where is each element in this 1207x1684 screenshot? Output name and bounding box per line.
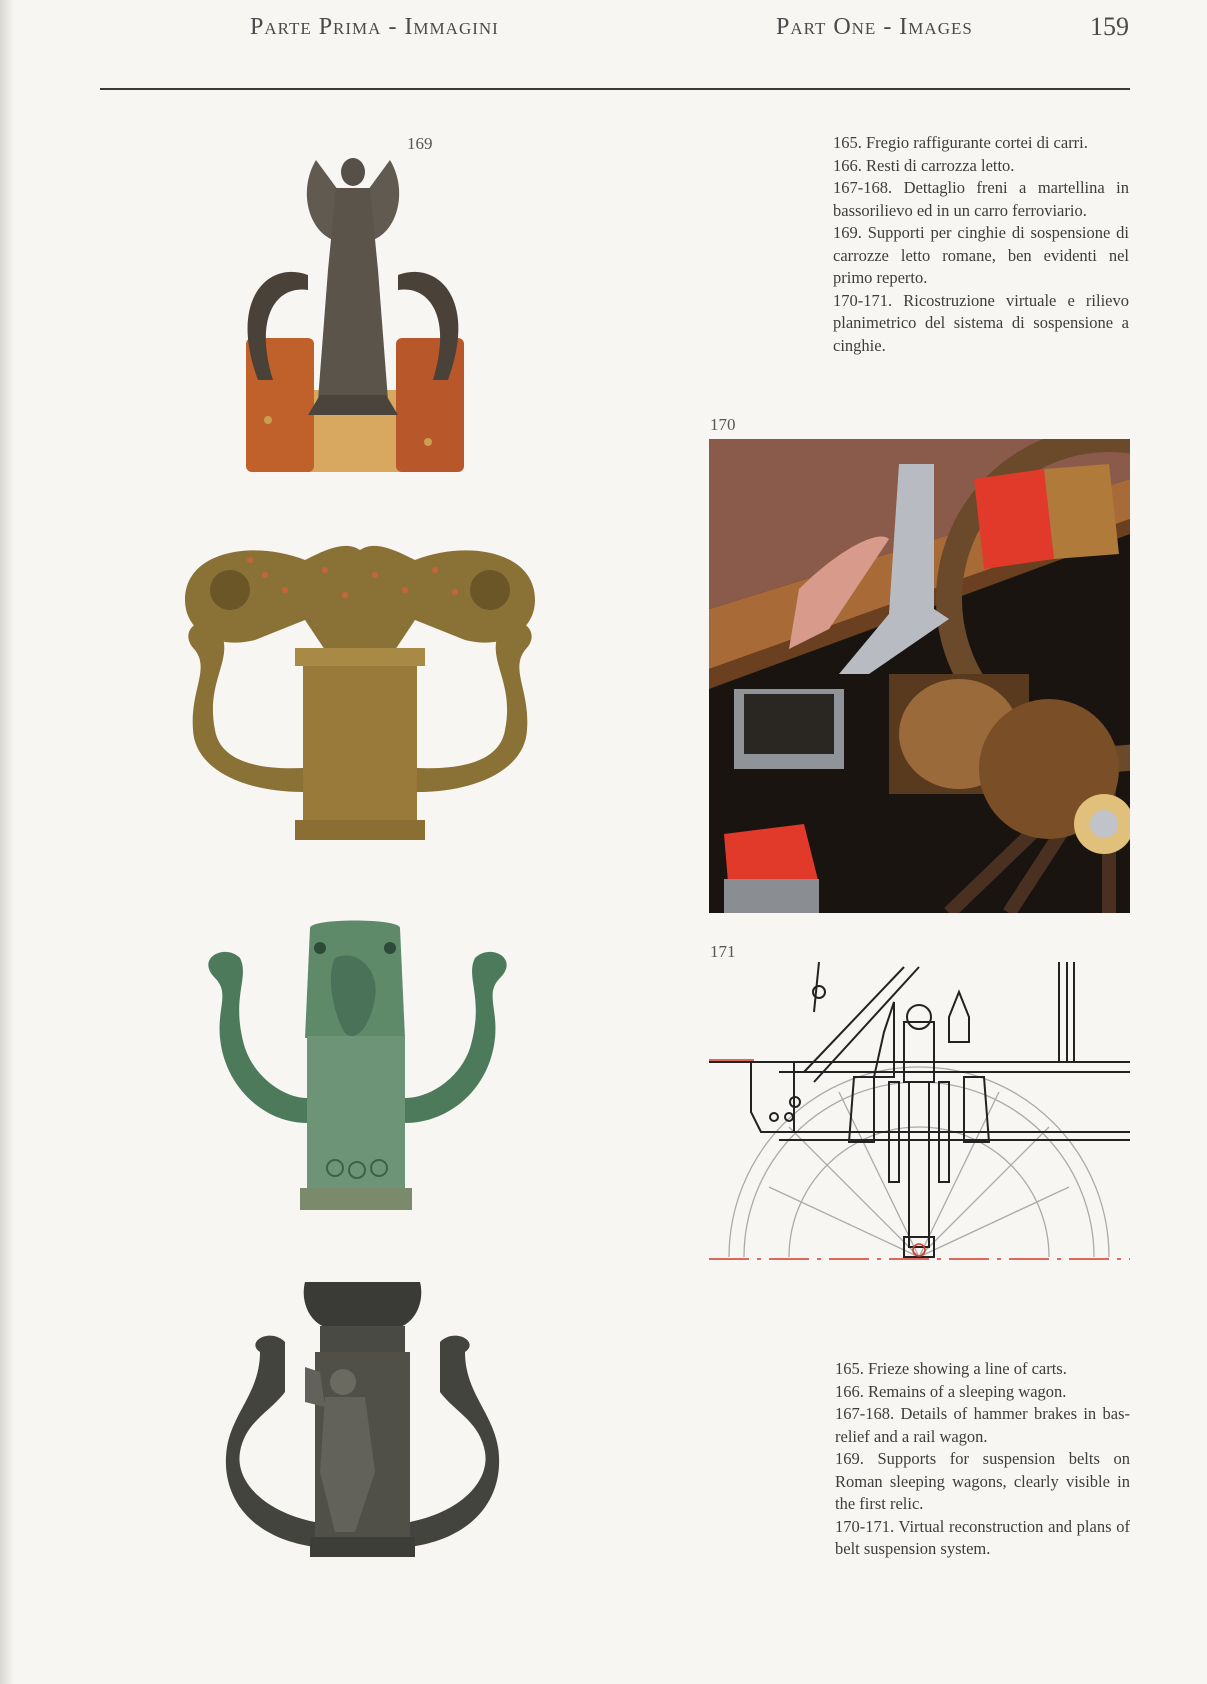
caption-en-165: 165. Frieze showing a line of carts.: [835, 1359, 1067, 1378]
caption-it-166: 166. Resti di carrozza letto.: [833, 155, 1015, 175]
running-head-right: Part One - Images: [776, 14, 973, 40]
photo-hercules-support: [225, 1282, 500, 1557]
caption-it-169: 169. Supporti per cinghie di sospensione di carrozze letto romane, ben evidenti nel primo reperto.: [833, 223, 1129, 287]
drawing-planimetric-survey: [709, 962, 1130, 1262]
caption-en-167-168: 167-168. Details of hammer brakes in bas-relief and a rail wagon.: [835, 1404, 1130, 1446]
figure-number-170: 170: [710, 415, 736, 434]
caption-italian: [833, 132, 1129, 357]
header-rule: [100, 88, 1130, 90]
page-number: 159: [1090, 12, 1129, 41]
caption-en-166: 166. Remains of a sleeping wagon.: [835, 1381, 1067, 1401]
figure-number-171: 171: [710, 942, 736, 961]
page-edge: [0, 0, 14, 1684]
running-head-left: Parte Prima - Immagini: [250, 14, 499, 40]
caption-en-169: 169. Supports for suspension belts on Roman sleeping wagons, clearly visible in the first relic.: [835, 1449, 1130, 1513]
caption-en-170-171: 170-171. Virtual reconstruction and plans of belt suspension system.: [835, 1516, 1130, 1558]
photo-eagle-head-support: [195, 918, 520, 1213]
caption-it-167-168: 167-168. Dettaglio freni a martellina in bassorilievo ed in un carro ferroviario.: [833, 178, 1129, 220]
figure-number-169: 169: [407, 134, 433, 153]
render-virtual-reconstruction: [709, 439, 1130, 913]
photo-victory-statuette-support: [228, 150, 478, 472]
photo-panther-heads-support: [175, 530, 545, 850]
caption-it-170-171: 170-171. Ricostruzione virtuale e rilievo planimetrico del sistema di sospensione a cinghie.: [833, 290, 1129, 355]
caption-english: [835, 1358, 1130, 1561]
caption-it-165: 165. Fregio raffigurante cortei di carri.: [833, 133, 1088, 152]
